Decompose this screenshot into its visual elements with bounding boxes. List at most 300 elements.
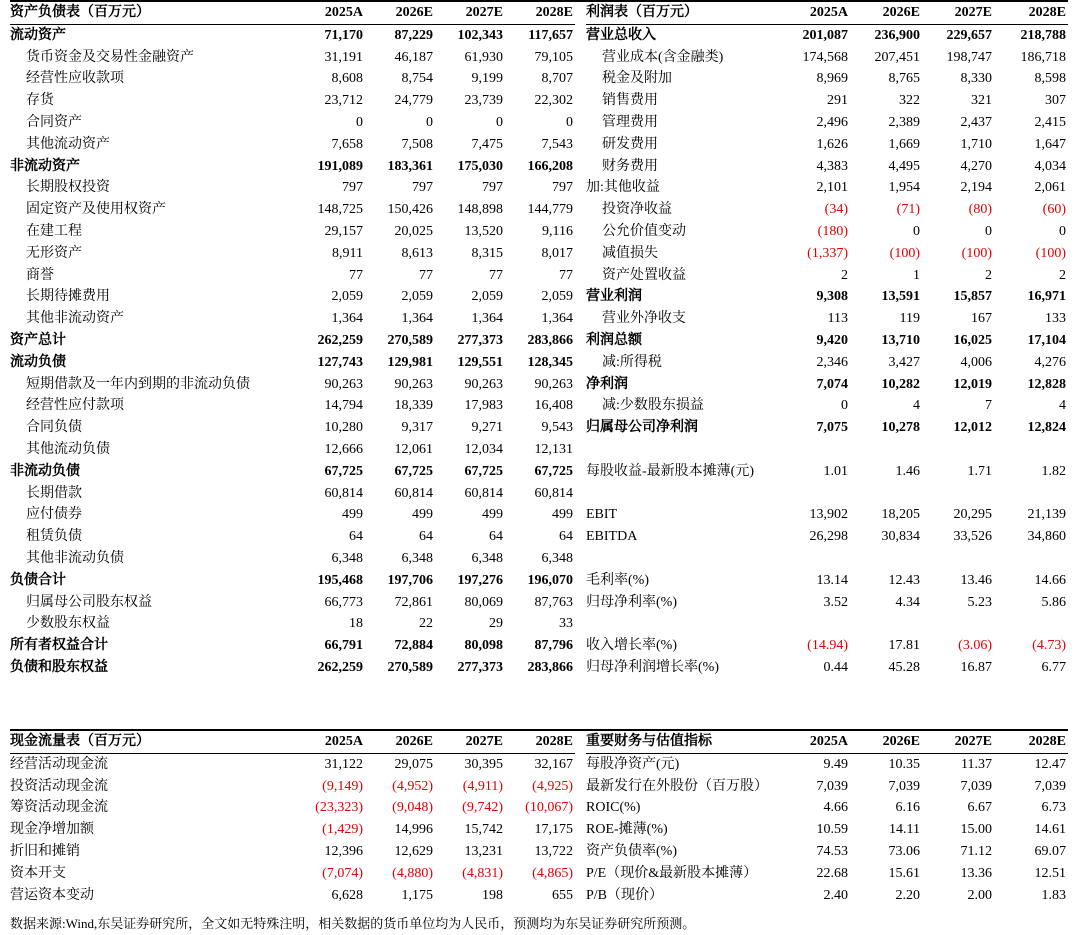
table-row [10, 90, 575, 112]
table-row [586, 592, 1068, 614]
row-value: 150,426 [387, 202, 433, 218]
row-value: 2.00 [967, 887, 992, 903]
table-row [586, 885, 1068, 907]
row-value [922, 439, 994, 461]
row-value: 14,996 [394, 822, 433, 838]
row-value: 9,199 [471, 71, 503, 87]
row-value: 8,969 [816, 71, 848, 87]
row-label: 所有者权益合计 [10, 638, 108, 654]
row-value: 7,039 [1034, 778, 1066, 794]
row-value: 322 [899, 93, 920, 109]
row-value: 12.51 [1034, 865, 1066, 881]
row-label: 加:其他收益 [586, 180, 660, 196]
row-value: 9,420 [816, 332, 848, 348]
row-value: 166,208 [527, 158, 573, 174]
table-row [586, 308, 1068, 330]
row-value: (4,865) [532, 865, 573, 881]
row-value: 307 [1045, 93, 1066, 109]
row-value: 198 [482, 887, 503, 903]
table-row [586, 47, 1068, 69]
table-row [10, 286, 575, 308]
row-value: 71,170 [324, 27, 363, 43]
row-value: 167 [971, 311, 992, 327]
row-value: 10.35 [888, 756, 920, 772]
row-value: 80,098 [464, 638, 503, 654]
row-value: 29,075 [394, 756, 433, 772]
row-value: 24,779 [394, 93, 433, 109]
row-value [922, 548, 994, 570]
row-label: ROE-摊薄(%) [586, 822, 668, 838]
cash-flow-title: 现金流量表（百万元） [10, 731, 295, 753]
table-row [586, 374, 1068, 396]
table-row [586, 417, 1068, 439]
row-value: 90,263 [464, 376, 503, 392]
row-label: 营业成本(含金融类) [602, 49, 724, 65]
row-value: 16.87 [960, 659, 992, 675]
row-value: 20,295 [953, 507, 992, 523]
row-value: 12,061 [394, 441, 433, 457]
row-value: 9,317 [401, 420, 433, 436]
table-row [10, 177, 575, 199]
row-label: 商誉 [26, 267, 54, 283]
row-value [850, 548, 922, 570]
row-label: 税金及附加 [602, 71, 672, 87]
row-value: 45.28 [888, 659, 920, 675]
row-value: 201,087 [802, 27, 848, 43]
row-value: 21,139 [1027, 507, 1066, 523]
row-value [850, 613, 922, 635]
row-label: 销售费用 [602, 93, 658, 109]
table-row [586, 24, 1068, 46]
row-value: 0 [566, 114, 573, 130]
table-row [586, 461, 1068, 483]
row-value: 4.34 [895, 594, 920, 610]
row-label: 每股净资产(元) [586, 756, 680, 772]
row-label: 租赁负债 [26, 529, 82, 545]
row-value: 499 [552, 507, 573, 523]
row-label: 净利润 [586, 376, 628, 392]
table-row [586, 548, 1068, 570]
valuation-year-header: 2027E [922, 731, 994, 753]
row-value: 4,006 [960, 354, 992, 370]
row-value: 29,157 [324, 223, 363, 239]
row-value [994, 548, 1068, 570]
row-label: 固定资产及使用权资产 [26, 202, 166, 218]
row-value: 90,263 [394, 376, 433, 392]
row-value: 26,298 [809, 529, 848, 545]
row-value: 67,725 [324, 463, 363, 479]
row-label: 其他流动资产 [26, 136, 110, 152]
table-row [10, 439, 575, 461]
cash-flow-header-row [10, 731, 575, 753]
row-label: 在建工程 [26, 223, 82, 239]
row-value: 5.86 [1041, 594, 1066, 610]
table-row [586, 286, 1068, 308]
row-value: (4,831) [462, 865, 503, 881]
row-value: 10,280 [324, 420, 363, 436]
row-value [778, 483, 850, 505]
row-value: 196,070 [527, 572, 573, 588]
row-value: 2,101 [816, 180, 848, 196]
table-row [10, 819, 575, 841]
row-label: 归母净利率(%) [586, 594, 677, 610]
row-label: 负债合计 [10, 572, 66, 588]
row-value: 117,657 [528, 27, 573, 43]
row-value: 64 [349, 529, 363, 545]
row-value: 2 [985, 267, 992, 283]
row-value: 2,194 [960, 180, 992, 196]
balance-sheet-year-header: 2027E [435, 2, 505, 24]
table-row [10, 112, 575, 134]
row-value: 6.67 [967, 800, 992, 816]
row-value: 7,658 [331, 136, 363, 152]
row-value: 8,017 [541, 245, 573, 261]
row-value: 1,669 [888, 136, 920, 152]
row-label: EBIT [586, 507, 618, 523]
row-value: 2,346 [816, 354, 848, 370]
balance-sheet-header-row [10, 2, 575, 24]
row-label: 利润总额 [586, 332, 642, 348]
row-value: (100) [889, 245, 920, 261]
row-label: 负债和股东权益 [10, 659, 108, 675]
table-row [10, 526, 575, 548]
row-value: 13,591 [881, 289, 920, 305]
row-value: 2.40 [823, 887, 848, 903]
row-value: 2,059 [331, 289, 363, 305]
row-value [994, 483, 1068, 505]
balance-sheet-title: 资产负债表（百万元） [10, 2, 295, 24]
table-row [10, 548, 575, 570]
income-statement-title: 利润表（百万元） [586, 2, 778, 24]
row-value: 0 [985, 223, 992, 239]
table-row [10, 24, 575, 46]
row-value: 23,712 [324, 93, 363, 109]
row-value: 72,861 [394, 594, 433, 610]
row-value: 277,373 [457, 332, 503, 348]
table-row [10, 68, 575, 90]
row-value: 229,657 [946, 27, 992, 43]
row-value: 13,902 [809, 507, 848, 523]
table-row [586, 243, 1068, 265]
row-value: 12.43 [888, 572, 920, 588]
row-value: 1.83 [1041, 887, 1066, 903]
row-value: 2.20 [895, 887, 920, 903]
row-value: 6,348 [541, 550, 573, 566]
row-label: 营业利润 [586, 289, 642, 305]
row-value: 8,754 [401, 71, 433, 87]
row-value: 7,039 [888, 778, 920, 794]
row-value: 1.01 [823, 463, 848, 479]
row-value: 270,589 [387, 332, 433, 348]
table-row [586, 265, 1068, 287]
row-value: 0.44 [823, 659, 848, 675]
row-value: 133 [1045, 311, 1066, 327]
row-value: 61,930 [464, 49, 503, 65]
row-value [850, 483, 922, 505]
table-row [586, 68, 1068, 90]
cash-flow-year-header: 2027E [435, 731, 505, 753]
row-label: 营业总收入 [586, 27, 656, 43]
row-value: 15.61 [888, 865, 920, 881]
row-value: 3,427 [888, 354, 920, 370]
row-value: 499 [482, 507, 503, 523]
row-value: (9,048) [392, 800, 433, 816]
table-row [586, 156, 1068, 178]
row-value: 66,773 [324, 594, 363, 610]
table-row [586, 90, 1068, 112]
row-label: 资产总计 [10, 332, 66, 348]
table-row [10, 776, 575, 798]
row-value: (4,911) [462, 778, 503, 794]
row-value: 4 [1059, 398, 1066, 414]
row-label: 其他流动负债 [26, 441, 110, 457]
table-row [10, 417, 575, 439]
row-value: 20,025 [394, 223, 433, 239]
table-row [586, 221, 1068, 243]
income-statement-year-header: 2025A [778, 2, 850, 24]
row-value: 9,308 [816, 289, 848, 305]
row-value: 1.71 [967, 463, 992, 479]
row-value: 90,263 [324, 376, 363, 392]
table-row [10, 221, 575, 243]
row-value: 17,983 [464, 398, 503, 414]
row-label: 无形资产 [26, 245, 82, 261]
row-value: 1,175 [401, 887, 433, 903]
row-value: 2,059 [471, 289, 503, 305]
row-value: 277,373 [457, 659, 503, 675]
row-value: 31,122 [324, 756, 363, 772]
row-value: 195,468 [317, 572, 363, 588]
table-row [586, 112, 1068, 134]
table-row [10, 395, 575, 417]
row-label: 减:少数股东损益 [602, 398, 704, 414]
row-value: 8,315 [471, 245, 503, 261]
row-label: 收入增长率(%) [586, 638, 677, 654]
row-value: 6,348 [471, 550, 503, 566]
row-value: 12,828 [1027, 376, 1066, 392]
row-label: 最新发行在外股份（百万股） [586, 778, 768, 794]
row-value: 1,710 [960, 136, 992, 152]
row-value: 7,074 [816, 376, 848, 392]
row-value: 0 [841, 398, 848, 414]
row-label: 流动资产 [10, 27, 66, 43]
row-value: 148,898 [457, 202, 503, 218]
row-value: 262,259 [317, 332, 363, 348]
row-label: 筹资活动现金流 [10, 800, 108, 816]
row-label: 投资活动现金流 [10, 778, 108, 794]
row-value: 191,089 [317, 158, 363, 174]
row-value: 64 [559, 529, 573, 545]
row-value: 4 [913, 398, 920, 414]
income-statement-table [586, 2, 1068, 679]
row-value: 69.07 [1034, 843, 1066, 859]
row-value: 797 [412, 180, 433, 196]
row-value: (7,074) [322, 865, 363, 881]
row-label: 资本开支 [10, 865, 66, 881]
row-label: 存货 [26, 93, 54, 109]
row-value: 77 [489, 267, 503, 283]
row-value: 72,884 [394, 638, 433, 654]
row-value: (4,880) [392, 865, 433, 881]
row-value: 2,496 [816, 114, 848, 130]
row-value: 7,475 [471, 136, 503, 152]
row-label: 长期股权投资 [26, 180, 110, 196]
row-value: 6,348 [331, 550, 363, 566]
row-value: 30,834 [881, 529, 920, 545]
row-value: 12,824 [1027, 420, 1066, 436]
row-value: 2,415 [1034, 114, 1066, 130]
row-value [994, 613, 1068, 635]
row-value: 4.66 [823, 800, 848, 816]
row-label: 合同资产 [26, 114, 82, 130]
row-value: 174,568 [802, 49, 848, 65]
row-value: (60) [1042, 202, 1066, 218]
row-value: 18 [349, 616, 363, 632]
row-value: 7,075 [816, 420, 848, 436]
row-label: 减:所得税 [602, 354, 662, 370]
row-value: 13,231 [464, 843, 503, 859]
row-label: 归属母公司股东权益 [26, 594, 152, 610]
row-value: 11.37 [961, 756, 992, 772]
row-value: 87,763 [534, 594, 573, 610]
table-row [10, 885, 575, 907]
row-value: (9,742) [462, 800, 503, 816]
row-value: 13,722 [534, 843, 573, 859]
row-label: 经营性应付款项 [26, 398, 124, 414]
row-value: 2 [841, 267, 848, 283]
row-value: 15,742 [464, 822, 503, 838]
table-row [586, 613, 1068, 635]
row-value: 0 [913, 223, 920, 239]
row-value: 119 [899, 311, 920, 327]
row-label [586, 439, 778, 461]
row-value: 90,263 [534, 376, 573, 392]
table-row [10, 753, 575, 775]
table-row [10, 504, 575, 526]
row-label: 长期待摊费用 [26, 289, 110, 305]
row-value: 1,626 [816, 136, 848, 152]
row-value: (9,149) [322, 778, 363, 794]
table-row [10, 308, 575, 330]
row-value: 9,116 [542, 223, 573, 239]
row-value: 46,187 [394, 49, 433, 65]
row-value: 2,389 [888, 114, 920, 130]
table-row [10, 243, 575, 265]
row-label: EBITDA [586, 529, 638, 545]
valuation-header-row [586, 731, 1068, 753]
row-value: 87,796 [534, 638, 573, 654]
row-value [850, 439, 922, 461]
table-row [586, 395, 1068, 417]
row-label: 流动负债 [10, 354, 66, 370]
row-value: (71) [896, 202, 920, 218]
row-value: 7,543 [541, 136, 573, 152]
row-value: 80,069 [464, 594, 503, 610]
row-value [922, 483, 994, 505]
row-value: 22 [419, 616, 433, 632]
row-value: 34,860 [1027, 529, 1066, 545]
table-row [586, 526, 1068, 548]
row-label: 货币资金及交易性金融资产 [26, 49, 194, 65]
row-value: 74.53 [816, 843, 848, 859]
row-value: 4,034 [1034, 158, 1066, 174]
row-value: 23,739 [464, 93, 503, 109]
table-row [586, 753, 1068, 775]
row-value: 1,364 [541, 311, 573, 327]
row-value: (23,323) [315, 800, 363, 816]
row-value: 22.68 [816, 865, 848, 881]
row-value: 60,814 [394, 485, 433, 501]
row-label: 归属母公司净利润 [586, 420, 698, 436]
row-label: 财务费用 [602, 158, 658, 174]
valuation-table [586, 731, 1068, 906]
row-value: 5.23 [967, 594, 992, 610]
row-value: 148,725 [317, 202, 363, 218]
row-value: 12,019 [953, 376, 992, 392]
row-value: 16,408 [534, 398, 573, 414]
valuation-year-header: 2026E [850, 731, 922, 753]
row-label: ROIC(%) [586, 800, 641, 816]
row-value: 87,229 [394, 27, 433, 43]
balance-sheet-year-header: 2028E [505, 2, 575, 24]
table-row [10, 570, 575, 592]
row-value: 321 [971, 93, 992, 109]
row-value: 797 [342, 180, 363, 196]
row-value: 655 [552, 887, 573, 903]
row-value: 218,788 [1020, 27, 1066, 43]
row-value: 1,364 [471, 311, 503, 327]
table-row [10, 863, 575, 885]
table-row [10, 352, 575, 374]
row-value: 7,039 [816, 778, 848, 794]
row-value: 60,814 [464, 485, 503, 501]
row-value: (3.06) [958, 638, 992, 654]
row-value: (10,067) [525, 800, 573, 816]
row-label [586, 548, 778, 570]
row-value: 13.46 [960, 572, 992, 588]
row-value: 2,437 [960, 114, 992, 130]
row-label: 应付债券 [26, 507, 82, 523]
row-value: 1.46 [895, 463, 920, 479]
row-label: 减值损失 [602, 245, 658, 261]
row-value: 1,364 [401, 311, 433, 327]
row-value: 12,629 [394, 843, 433, 859]
row-label [586, 613, 778, 635]
row-value: 4,383 [816, 158, 848, 174]
row-value: 6.77 [1041, 659, 1066, 675]
row-label: 长期借款 [26, 485, 82, 501]
row-value: 183,361 [387, 158, 433, 174]
table-row [586, 352, 1068, 374]
row-label: P/B（现价） [586, 887, 664, 903]
table-row [586, 635, 1068, 657]
row-value: (80) [968, 202, 992, 218]
source-note: 数据来源:Wind,东吴证券研究所，全文如无特殊注明，相关数据的货币单位均为人民币，预测均为东吴证券研究所预测。 [10, 916, 696, 931]
row-value: 8,911 [332, 245, 363, 261]
row-value: (4,925) [532, 778, 573, 794]
table-row [10, 199, 575, 221]
row-value: 32,167 [534, 756, 573, 772]
row-value: 499 [342, 507, 363, 523]
row-value: 186,718 [1020, 49, 1066, 65]
valuation-title: 重要财务与估值指标 [586, 731, 778, 753]
table-row [10, 657, 575, 679]
row-value: 1,647 [1034, 136, 1066, 152]
cash-flow-year-header: 2026E [365, 731, 435, 753]
table-row [586, 819, 1068, 841]
row-value: 8,707 [541, 71, 573, 87]
row-value: 17,104 [1027, 332, 1066, 348]
